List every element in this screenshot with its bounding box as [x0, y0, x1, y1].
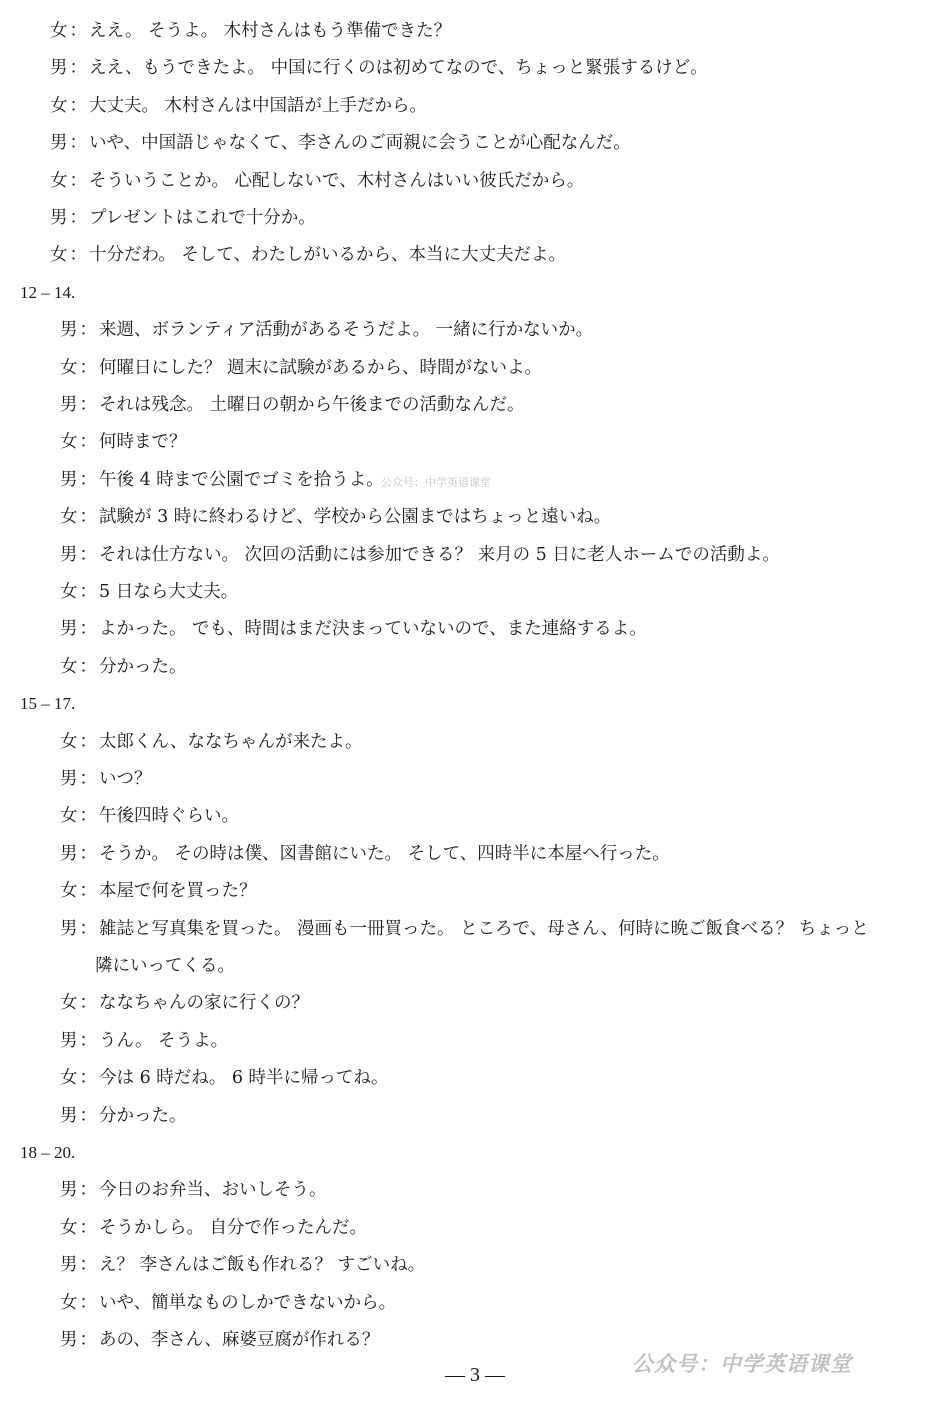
- speaker-label: 女: [60, 993, 78, 1014]
- speaker-colon: ：: [79, 619, 97, 640]
- speaker-label: 女: [50, 170, 68, 191]
- section-heading: 18 – 20.: [20, 1143, 76, 1162]
- speaker-colon: ：: [69, 58, 87, 79]
- utterance-text: ええ、もうできたよ。 中国に行くのは初めてなので、ちょっと緊張するけど。: [89, 58, 708, 79]
- speaker-colon: ：: [79, 1292, 97, 1313]
- speaker-colon: ：: [69, 245, 87, 266]
- dialogue-line: [60, 541, 780, 569]
- utterance-text: 分かった。: [99, 656, 187, 677]
- speaker-colon: ：: [79, 1180, 97, 1201]
- speaker-colon: ：: [79, 544, 97, 565]
- speaker-label: 男: [60, 469, 78, 490]
- speaker-colon: ：: [79, 656, 97, 677]
- utterance-text: そうか。 その時は僕、図書館にいた。 そして、四時半に本屋へ行った。: [99, 843, 670, 864]
- dialogue-line: [60, 1214, 367, 1242]
- speaker-colon: ：: [79, 395, 97, 415]
- dialogue-line: [60, 466, 384, 494]
- speaker-label: 女: [60, 881, 78, 902]
- speaker-label: 女: [60, 731, 78, 752]
- speaker-label: 女: [60, 656, 78, 677]
- speaker-label: 男: [60, 918, 78, 939]
- dialogue-line: [60, 728, 363, 756]
- utterance-text: プレゼントはこれで十分か。: [89, 208, 316, 228]
- dialogue-line: [60, 615, 647, 643]
- utterance-text: 今は 6 時だね。 6 時半に帰ってね。: [99, 1068, 389, 1089]
- speaker-label: 男: [60, 320, 78, 341]
- dialogue-line: [50, 17, 451, 45]
- speaker-colon: ：: [79, 843, 97, 864]
- speaker-colon: ：: [69, 95, 87, 116]
- utterance-text: うん。 そうよ。: [99, 1030, 229, 1051]
- speaker-colon: ：: [79, 1068, 97, 1089]
- speaker-label: 女: [50, 245, 68, 266]
- utterance-text: 午後四時ぐらい。: [99, 806, 239, 827]
- utterance-text: 5 日なら大丈夫。: [99, 582, 239, 602]
- utterance-text: 太郎くん、ななちゃんが来たよ。: [99, 731, 363, 752]
- dialogue-line: [60, 1027, 228, 1055]
- section-heading: 15 – 17.: [20, 694, 76, 714]
- dialogue-line: [60, 428, 187, 456]
- speaker-colon: ：: [79, 806, 97, 827]
- dialogue-line: [60, 877, 257, 905]
- speaker-label: 女: [60, 432, 78, 453]
- speaker-colon: ：: [79, 320, 97, 341]
- dialogue-line: [60, 802, 239, 830]
- speaker-colon: ：: [79, 507, 97, 528]
- speaker-label: 女: [60, 1068, 78, 1089]
- dialogue-line: [60, 1064, 389, 1092]
- speaker-colon: ：: [79, 1330, 97, 1350]
- speaker-label: 男: [60, 1030, 78, 1051]
- speaker-colon: ：: [79, 1105, 97, 1126]
- utterance-text: 分かった。: [99, 1105, 187, 1126]
- utterance-text: それは仕方ない。 次回の活動には参加できる？ 来月の 5 日に老人ホームでの活動よ。: [99, 544, 780, 565]
- utterance-text: いや、簡単なものしかできないから。: [99, 1292, 397, 1313]
- section-heading: 12 – 14.: [20, 282, 76, 302]
- utterance-text: 試験が 3 時に終わるけど、学校から公園まではちょっと遠いね。: [99, 507, 612, 528]
- utterance-text: 本屋で何を買った？: [99, 881, 257, 902]
- utterance-text: ななちゃんの家に行くの？: [99, 993, 309, 1014]
- dialogue-line: [60, 578, 238, 606]
- utterance-text: そうかしら。 自分で作ったんだ。: [99, 1217, 368, 1238]
- speaker-label: 男: [60, 769, 78, 789]
- dialogue-line: [60, 840, 670, 868]
- utterance-text: 十分だわ。 そして、わたしがいるから、本当に大丈夫だよ。: [89, 245, 567, 266]
- dialogue-line: [50, 204, 316, 232]
- speaker-colon: ：: [69, 21, 87, 41]
- speaker-label: 女: [60, 1217, 78, 1238]
- speaker-colon: ：: [79, 769, 97, 789]
- speaker-colon: ：: [79, 918, 97, 939]
- utterance-text: いや、中国語じゃなくて、李さんのご両親に会うことが心配なんだ。: [89, 133, 631, 154]
- utterance-text: よかった。 でも、時間はまだ決まっていないので、また連絡するよ。: [99, 619, 647, 640]
- page-number: — 3 —: [445, 1364, 505, 1386]
- dialogue-line: [50, 54, 708, 82]
- dialogue-line: [60, 1251, 425, 1279]
- speaker-colon: ：: [79, 432, 97, 453]
- speaker-label: 男: [50, 133, 68, 154]
- dialogue-line: [60, 653, 187, 681]
- dialogue-line: [60, 1326, 379, 1354]
- speaker-label: 男: [50, 208, 68, 228]
- dialogue-line: [50, 241, 566, 269]
- utterance-text: 何時まで？: [99, 432, 187, 453]
- utterance-text: あの、李さん、麻婆豆腐が作れる？: [99, 1330, 380, 1350]
- speaker-colon: ：: [69, 208, 87, 228]
- speaker-label: 男: [50, 58, 68, 79]
- speaker-colon: ：: [79, 881, 97, 902]
- utterance-text: 来週、ボランティア活動があるそうだよ。 一緒に行かないか。: [99, 320, 594, 341]
- speaker-colon: ：: [79, 357, 97, 378]
- utterance-text: そういうことか。 心配しないで、木村さんはいい彼氏だから。: [89, 170, 585, 191]
- dialogue-line: [60, 915, 869, 943]
- utterance-text: 大丈夫。 木村さんは中国語が上手だから。: [89, 95, 428, 116]
- dialogue-line: [50, 167, 584, 195]
- dialogue-line: [60, 354, 542, 382]
- dialogue-line: [60, 1289, 396, 1317]
- speaker-colon: ：: [79, 993, 97, 1014]
- utterance-text: 雑誌と写真集を買った。 漫画も一冊買った。 ところで、母さん、何時に晩ご飯食べる？ ちょっと: [99, 918, 869, 939]
- speaker-label: 女: [60, 806, 78, 827]
- dialogue-line: [60, 503, 611, 531]
- utterance-text: 今日のお弁当、おいしそう。: [99, 1180, 327, 1201]
- speaker-colon: ：: [69, 170, 87, 191]
- watermark-main: 公众号：中学英语课堂: [632, 1352, 852, 1376]
- dialogue-line: [60, 391, 525, 419]
- utterance-text: 何曜日にした？ 週末に試験があるから、時間がないよ。: [99, 357, 543, 378]
- speaker-label: 女: [60, 357, 78, 378]
- utterance-text: 午後 4 時まで公園でゴミを拾うよ。: [99, 469, 384, 490]
- speaker-label: 女: [50, 95, 68, 116]
- speaker-label: 男: [60, 1180, 78, 1201]
- speaker-label: 女: [60, 1292, 78, 1313]
- utterance-text: え？ 李さんはご飯も作れる？ すごいね。: [99, 1255, 426, 1276]
- speaker-colon: ：: [79, 731, 97, 752]
- speaker-label: 女: [60, 507, 78, 528]
- utterance-text: それは残念。 土曜日の朝から午後までの活動なんだ。: [99, 395, 525, 415]
- utterance-text: ええ。 そうよ。 木村さんはもう準備できた？: [89, 21, 452, 41]
- speaker-label: 女: [60, 582, 78, 602]
- dialogue-line: [50, 129, 631, 157]
- speaker-label: 男: [60, 619, 78, 640]
- speaker-label: 女: [50, 21, 68, 41]
- dialogue-continuation: 隣にいってくる。: [95, 956, 235, 976]
- dialogue-line: [60, 1176, 327, 1204]
- utterance-text: いつ？: [99, 769, 152, 789]
- speaker-label: 男: [60, 395, 78, 415]
- dialogue-line: [60, 989, 309, 1017]
- dialogue-line: [60, 1102, 187, 1130]
- dialogue-line: [50, 92, 427, 120]
- dialogue-line: [60, 765, 152, 793]
- speaker-label: 男: [60, 1255, 78, 1276]
- speaker-label: 男: [60, 1105, 78, 1126]
- speaker-colon: ：: [79, 1217, 97, 1238]
- speaker-colon: ：: [79, 1255, 97, 1276]
- watermark-small: 公众号：中学英语课堂: [381, 476, 491, 489]
- speaker-label: 男: [60, 1330, 78, 1350]
- speaker-label: 男: [60, 544, 78, 565]
- speaker-colon: ：: [79, 469, 97, 490]
- speaker-colon: ：: [69, 133, 87, 154]
- speaker-colon: ：: [79, 582, 97, 602]
- speaker-label: 男: [60, 843, 78, 864]
- speaker-colon: ：: [79, 1030, 97, 1051]
- dialogue-line: [60, 316, 593, 344]
